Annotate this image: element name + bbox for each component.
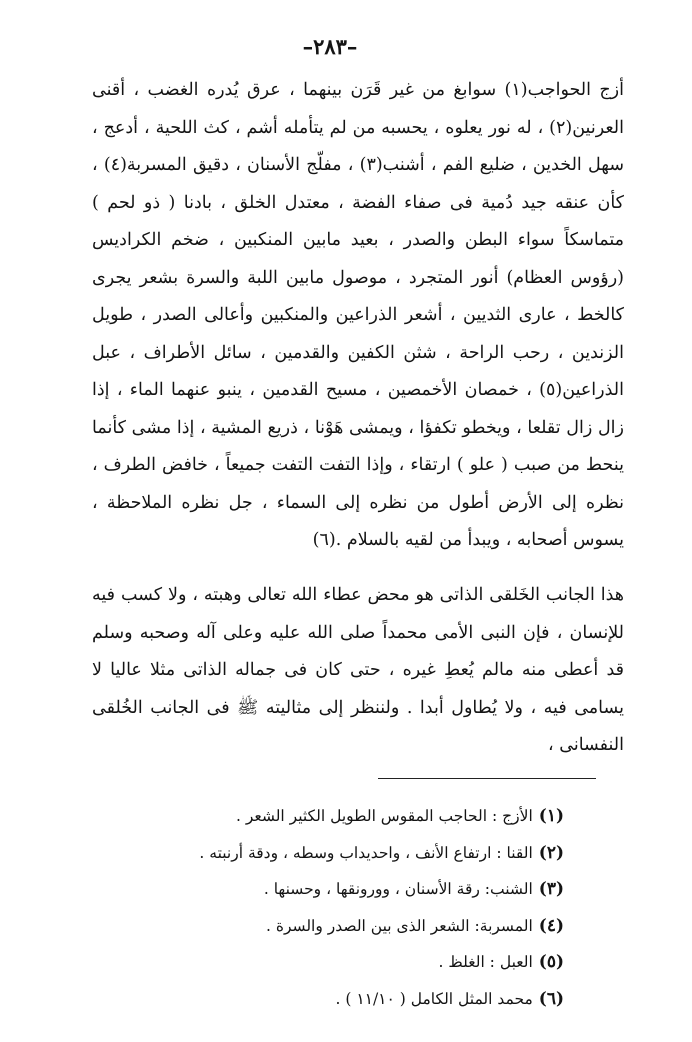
body-paragraph-1: أزج الحواجب(١) سوابغ من غير قَرَن بينهما ، عرق يُدره الغضب ، أقنى العرنين(٢) ، له نور يعلوه ، يحسبه من لم يتأمله أشم ، كث اللحية ، أدعج ، سهل الخدين ، ضليع الفم ، أشنب(٣) ، مفلّج الأسنان ، دقيق المسربة(٤) ، كأن عنقه جيد دُمية فى صفاء الفضة ، معتدل الخلق ، بادنا ( ذو لحم ) متماسكاً سواء البطن والصدر ، بعيد مابين المنكبين ، ضخم الكراديس (رؤوس العظام) أنور المتجرد ، موصول مابين اللبة والسرة بشعر يجرى كالخط ، عارى الثديين ، أشعر الذراعين والمنكبين وأعالى الصدر ، طويل الزندين ، رحب الراحة ، شثن الكفين والقدمين ، سائل الأطراف ، عبل الذراعين(٥) ، خمصان الأخمصين ، مسيح القدمين ، ينبو عنهما الماء ، إذا زال زال تقلعا ، ويخطو تكفؤا ، ويمشى هَوْنا ، ذريع المشية ، إذا مشى كأنما ينحط من صبب ( علو ) ارتقاء ، وإذا التفت التفت جميعاً ، خافض الطرف ، نظره إلى الأرض أطول من نظره إلى السماء ، جل نظره الملاحظة ، يسوس أصحابه ، ويبدأ من لقيه بالسلام .(٦) bbox=[92, 80, 624, 550]
footnote-text: الأزج : الحاجب المقوس الطويل الكثير الشعر . bbox=[235, 807, 533, 825]
footnote-item bbox=[104, 798, 564, 835]
footnote-text: محمد المثل الكامل ( ١١/١٠ ) . bbox=[335, 989, 533, 1008]
footnote-text: الشنب: رقة الأسنان ، وورونقها ، وحسنها . bbox=[263, 880, 533, 898]
footnote-divider bbox=[378, 778, 596, 779]
body-paragraph-2: هذا الجانب الخَلقى الذاتى هو محض عطاء الله تعالى وهبته ، ولا كسب فيه للإنسان ، فإن النبى الأمى محمداً صلى الله عليه وعلى آله وصحبه وسلم قد أعطى منه مالم يُعطِ غيره ، حتى كان فى جماله الذاتى مثلا عاليا لا يسامى فيه ، ولا يُطاول أبدا . ولننظر إلى مثاليته ﷺ فى الجانب الخُلقى النفسانى ، bbox=[92, 585, 624, 755]
footnote-item bbox=[104, 871, 564, 908]
footnotes-list bbox=[104, 798, 564, 1017]
footnote-item bbox=[104, 981, 564, 1018]
page-number: –٢٨٣– bbox=[302, 34, 358, 59]
footnote-number: (٥) bbox=[538, 952, 564, 972]
footnote-number: (٦) bbox=[538, 988, 564, 1009]
footnote-number: (٣) bbox=[538, 879, 564, 899]
footnote-number: (٤) bbox=[538, 915, 564, 936]
footnote-number: (١) bbox=[538, 806, 564, 826]
footnote-text: العبل : الغلظ . bbox=[438, 953, 533, 971]
footnote-item bbox=[104, 944, 564, 981]
footnote-text: القنا : ارتفاع الأنف ، واحديداب وسطه ، ودقة أرنبته . bbox=[199, 843, 533, 862]
footnote-item bbox=[104, 908, 564, 945]
footnote-number: (٢) bbox=[538, 842, 564, 863]
footnote-text: المسربة: الشعر الذى بين الصدر والسرة . bbox=[265, 916, 533, 935]
footnote-item bbox=[104, 835, 564, 872]
